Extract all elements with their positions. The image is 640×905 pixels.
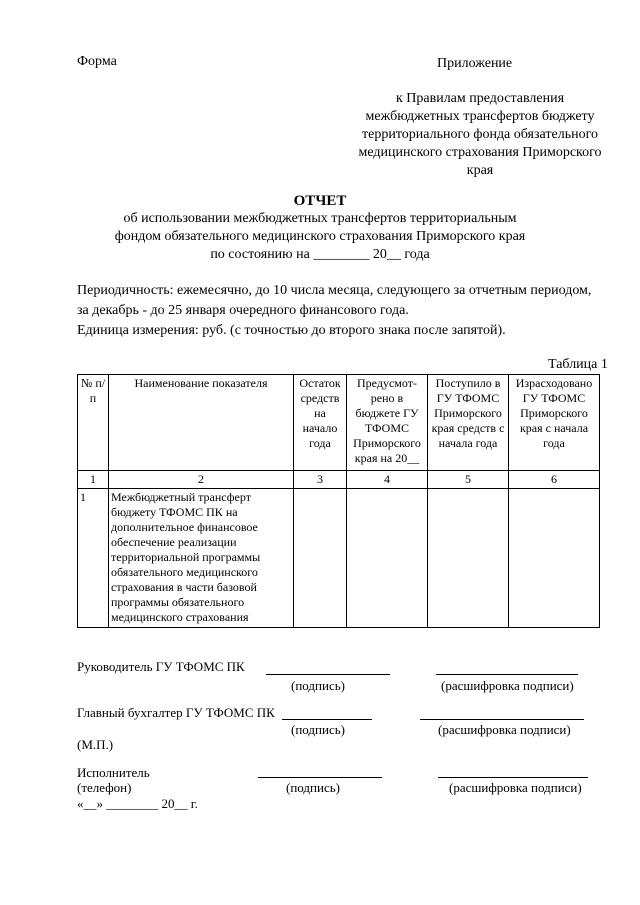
table-row <box>78 489 600 628</box>
subtitle-line: фондом обязательного медицинского страхования Приморского края <box>114 229 526 244</box>
table-header-row <box>78 375 600 471</box>
accountant-label: Главный бухгалтер ГУ ТФОМС ПК <box>77 705 275 720</box>
decode-caption: (расшифровка подписи) <box>438 722 571 737</box>
signature-caption: (подпись) <box>291 722 345 737</box>
column-number-row <box>78 471 600 489</box>
decode-caption: (расшифровка подписи) <box>441 678 574 693</box>
subtitle-line: по состоянию на ________ 20__ года <box>210 247 430 262</box>
date-line[interactable]: «__» ________ 20__ г. <box>77 796 198 811</box>
stamp-label: (М.П.) <box>77 737 114 752</box>
header-cell-planned: Предусмот-рено в бюджете ГУ ТФОМС Приморского края на 20__ <box>347 375 428 471</box>
table-caption: Таблица 1 <box>548 357 608 372</box>
executor-decode-line[interactable] <box>438 777 588 778</box>
decode-caption: (расшифровка подписи) <box>449 780 582 795</box>
signature-caption: (подпись) <box>286 780 340 795</box>
row-name: Межбюджетный трансферт бюджету ТФОМС ПК на дополнительное финансовое обеспечение реализации территориальной программы обязательного медицинского страхования в части базовой программы обязательного медицинского страхования <box>109 489 294 628</box>
head-signature-line[interactable] <box>266 674 390 675</box>
phone-label: (телефон) <box>77 780 132 795</box>
form-label: Форма <box>77 54 117 69</box>
document-subtitle <box>60 210 580 264</box>
row-balance[interactable] <box>294 489 347 628</box>
rules-line: территориального фонда обязательного <box>362 127 598 142</box>
header-cell-name: Наименование показателя <box>109 375 294 471</box>
rules-reference <box>330 90 630 180</box>
accountant-decode-line[interactable] <box>420 719 584 720</box>
head-label: Руководитель ГУ ТФОМС ПК <box>77 659 245 674</box>
document-title: ОТЧЕТ <box>293 193 347 209</box>
column-number: 3 <box>294 471 347 489</box>
rules-line: межбюджетных трансфертов бюджету <box>365 109 595 124</box>
head-decode-line[interactable] <box>436 674 578 675</box>
column-number: 2 <box>109 471 294 489</box>
executor-label: Исполнитель <box>77 765 150 780</box>
header-cell-received: Поступило в ГУ ТФОМС Приморского края средств с начала года <box>428 375 509 471</box>
executor-signature-line[interactable] <box>258 777 382 778</box>
report-table <box>77 374 600 628</box>
signature-caption: (подпись) <box>291 678 345 693</box>
column-number: 4 <box>347 471 428 489</box>
accountant-signature-line[interactable] <box>282 719 372 720</box>
column-number: 5 <box>428 471 509 489</box>
appendix-label: Приложение <box>437 56 513 71</box>
header-cell-balance: Остаток средств на начало года <box>294 375 347 471</box>
column-number: 1 <box>78 471 109 489</box>
rules-line: к Правилам предоставления <box>395 91 565 106</box>
header-cell-number: № п/п <box>78 375 109 471</box>
periodicity-line: за декабрь - до 25 января очередного финансового года. <box>77 303 409 318</box>
subtitle-line: об использовании межбюджетных трансфертов территориальным <box>123 211 517 226</box>
periodicity-line: Периодичность: ежемесячно, до 10 числа месяца, следующего за отчетным периодом, <box>77 283 592 298</box>
row-planned[interactable] <box>347 489 428 628</box>
row-received[interactable] <box>428 489 509 628</box>
row-spent[interactable] <box>509 489 600 628</box>
column-number: 6 <box>509 471 600 489</box>
measurement-unit: Единица измерения: руб. (с точностью до второго знака после запятой). <box>77 323 506 338</box>
row-number: 1 <box>78 489 109 628</box>
header-cell-spent: Израсходовано ГУ ТФОМС Приморского края с начала года <box>509 375 600 471</box>
periodicity <box>77 281 637 321</box>
rules-line: медицинского страхования Приморского <box>358 145 602 160</box>
rules-line: края <box>466 163 494 178</box>
